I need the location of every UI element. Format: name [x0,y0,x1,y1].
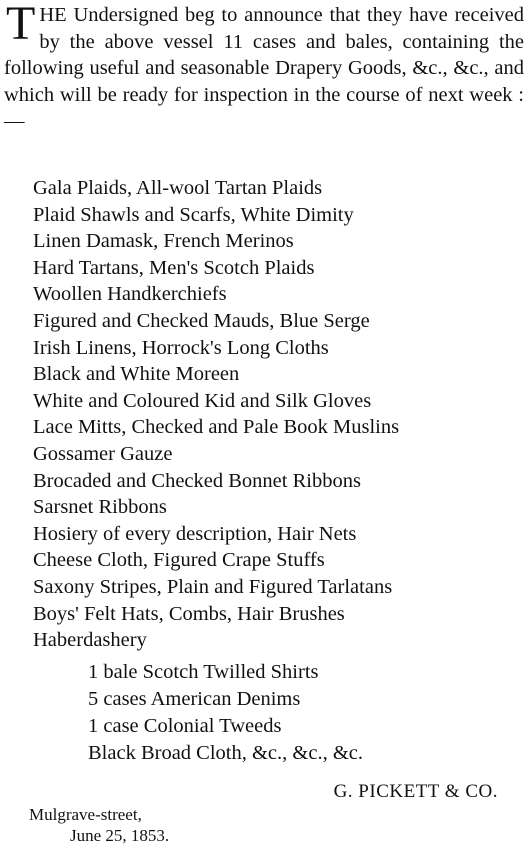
goods-item: Irish Linens, Horrock's Long Cloths [33,336,329,359]
goods-item: Saxony Stripes, Plain and Figured Tarlatans [33,575,393,598]
goods-item: Hard Tartans, Men's Scotch Plaids [33,256,315,279]
address-block [29,804,169,846]
goods-item: Sarsnet Ribbons [33,496,167,519]
drop-cap-letter: T [6,0,36,50]
goods-item: Brocaded and Checked Bonnet Ribbons [33,469,361,492]
bulk-goods-item: 1 case Colonial Tweeds [88,715,282,737]
goods-item: Gossamer Gauze [33,442,173,465]
address-date: June 25, 1853. [70,826,170,845]
bulk-goods-list [88,659,363,767]
goods-item: Gala Plaids, All-wool Tartan Plaids [33,177,323,199]
goods-item: Hosiery of every description, Hair Nets [33,522,357,545]
goods-item: Woollen Handkerchiefs [33,283,227,306]
goods-item: Linen Damask, French Merinos [33,230,294,253]
goods-list [33,175,399,654]
goods-item: Black and White Moreen [33,363,240,386]
goods-item: White and Coloured Kid and Silk Gloves [33,389,372,412]
bulk-goods-item: 1 bale Scotch Twilled Shirts [88,661,319,683]
bulk-goods-item: Black Broad Cloth, &c., &c., &c. [88,742,363,764]
announcement-text: HE Undersigned beg to announce that they have received by the above vessel 11 cases and bales, containing the following useful and seasonable Drapery Goods, &c., &c., and which will be ready for inspection in the course of next week :— [4,4,524,132]
goods-item: Boys' Felt Hats, Combs, Hair Brushes [33,602,345,625]
goods-item: Figured and Checked Mauds, Blue Serge [33,309,370,332]
goods-item: Lace Mitts, Checked and Pale Book Muslins [33,416,400,439]
merchant-signature: G. PICKETT & CO. [333,781,498,802]
goods-item: Plaid Shawls and Scarfs, White Dimity [33,203,354,226]
goods-item: Cheese Cloth, Figured Crape Stuffs [33,549,325,572]
announcement-paragraph [4,2,524,135]
bulk-goods-item: 5 cases American Denims [88,688,301,710]
goods-item: Haberdashery [33,629,147,652]
address-street: Mulgrave-street, [29,805,142,824]
